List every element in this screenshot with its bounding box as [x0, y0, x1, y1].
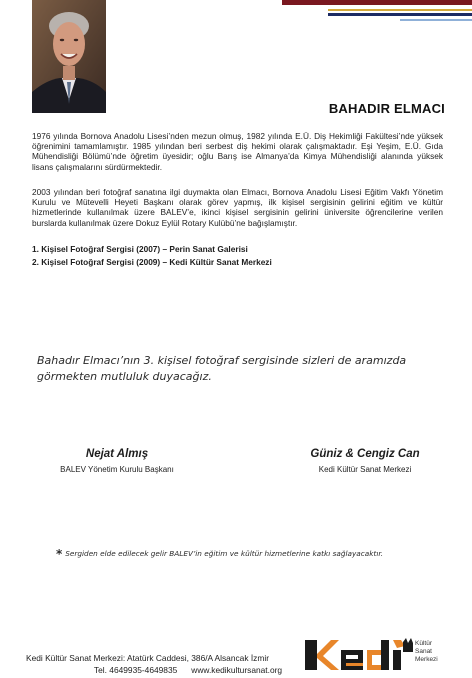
signature-right	[290, 448, 440, 474]
signature-left	[42, 448, 192, 474]
signature-role: Kedi Kültür Sanat Merkezi	[318, 465, 412, 474]
invitation-text: Bahadır Elmacı’nın 3. kişisel fotoğraf sergisinde sizleri de aramızda görmekten mutluluk duyacağız.	[37, 354, 407, 383]
footnote	[56, 547, 383, 561]
asterisk: *	[56, 547, 63, 561]
signature-name: Nejat Almış	[85, 448, 149, 460]
footer-address: Kedi Kültür Sanat Merkezi: Atatürk Caddesi, 386/A Alsancak İzmir	[26, 653, 269, 663]
logo-caption-line: Merkezi	[415, 656, 438, 663]
exhibition-item: 2. Kişisel Fotoğraf Sergisi (2009) – Kedi Kültür Sanat Merkezi	[32, 257, 272, 267]
footer-contact	[26, 652, 300, 676]
stripe-light-blue	[400, 19, 472, 21]
stripe-gold	[328, 9, 472, 11]
exhibition-list	[32, 243, 272, 269]
logo-caption	[415, 640, 438, 664]
footer-website[interactable]: www.kedikultursanat.org	[191, 665, 283, 675]
signature-name: Güniz & Cengiz Can	[310, 448, 420, 460]
bio-paragraph-1: 1976 yılında Bornova Anadolu Lisesi’nden mezun olmuş, 1982 yılında E.Ü. Diş Hekimliği Fakültesi’nde yüksek öğrenimini tamamlamıştır. 1985 yılından beri serbest diş hekimi olarak çalışmaktadır. Eşi Yeşim, E.Ü. Gıda Mühendisliği Bölümü’nde öğretim üyesidir; oğlu Barış ise Almanya’da Kimya Mühendisliği alanında yüksek lisans çalışmalarını sürdürmektedir.	[32, 131, 443, 172]
person-name-heading: BAHADIR ELMACI	[328, 101, 445, 116]
portrait-photo	[32, 0, 106, 113]
signature-role: BALEV Yönetim Kurulu Başkanı	[60, 465, 174, 474]
logo-caption-line: Sanat	[415, 648, 432, 655]
bio-paragraph-2: 2003 yılından beri fotoğraf sanatına ilgi duymakta olan Elmacı, Bornova Anadolu Lisesi Eğitim Vakfı Yönetim Kurulu ve Mütevelli Heyeti Başkanı olarak görev yapmış, ilk kişisel sergisinin gelirini eğitim ve kültür hizmetlerinde kullanılmak üzere BALEV’e, ikinci kişisel sergisinin gelirini üniversite öğrencilerine verilen burslarda kullanılmak üzere Dokuz Eylül Rotary Kulübü’ne bağışlamıştır.	[32, 187, 443, 228]
exhibition-item: 1. Kişisel Fotoğraf Sergisi (2007) – Perin Sanat Galerisi	[32, 244, 248, 254]
decorative-stripes	[282, 0, 472, 30]
footer-phone: Tel. 4649935-4649835	[93, 665, 178, 675]
stripe-red	[282, 0, 472, 5]
logo-caption-line: Kültür	[415, 640, 432, 647]
stripe-blue	[328, 13, 472, 16]
footnote-text: Sergiden elde edilecek gelir BALEV’in eğitim ve kültür hizmetlerine katkı sağlayacaktır.	[65, 549, 384, 558]
portrait-image	[32, 0, 106, 113]
